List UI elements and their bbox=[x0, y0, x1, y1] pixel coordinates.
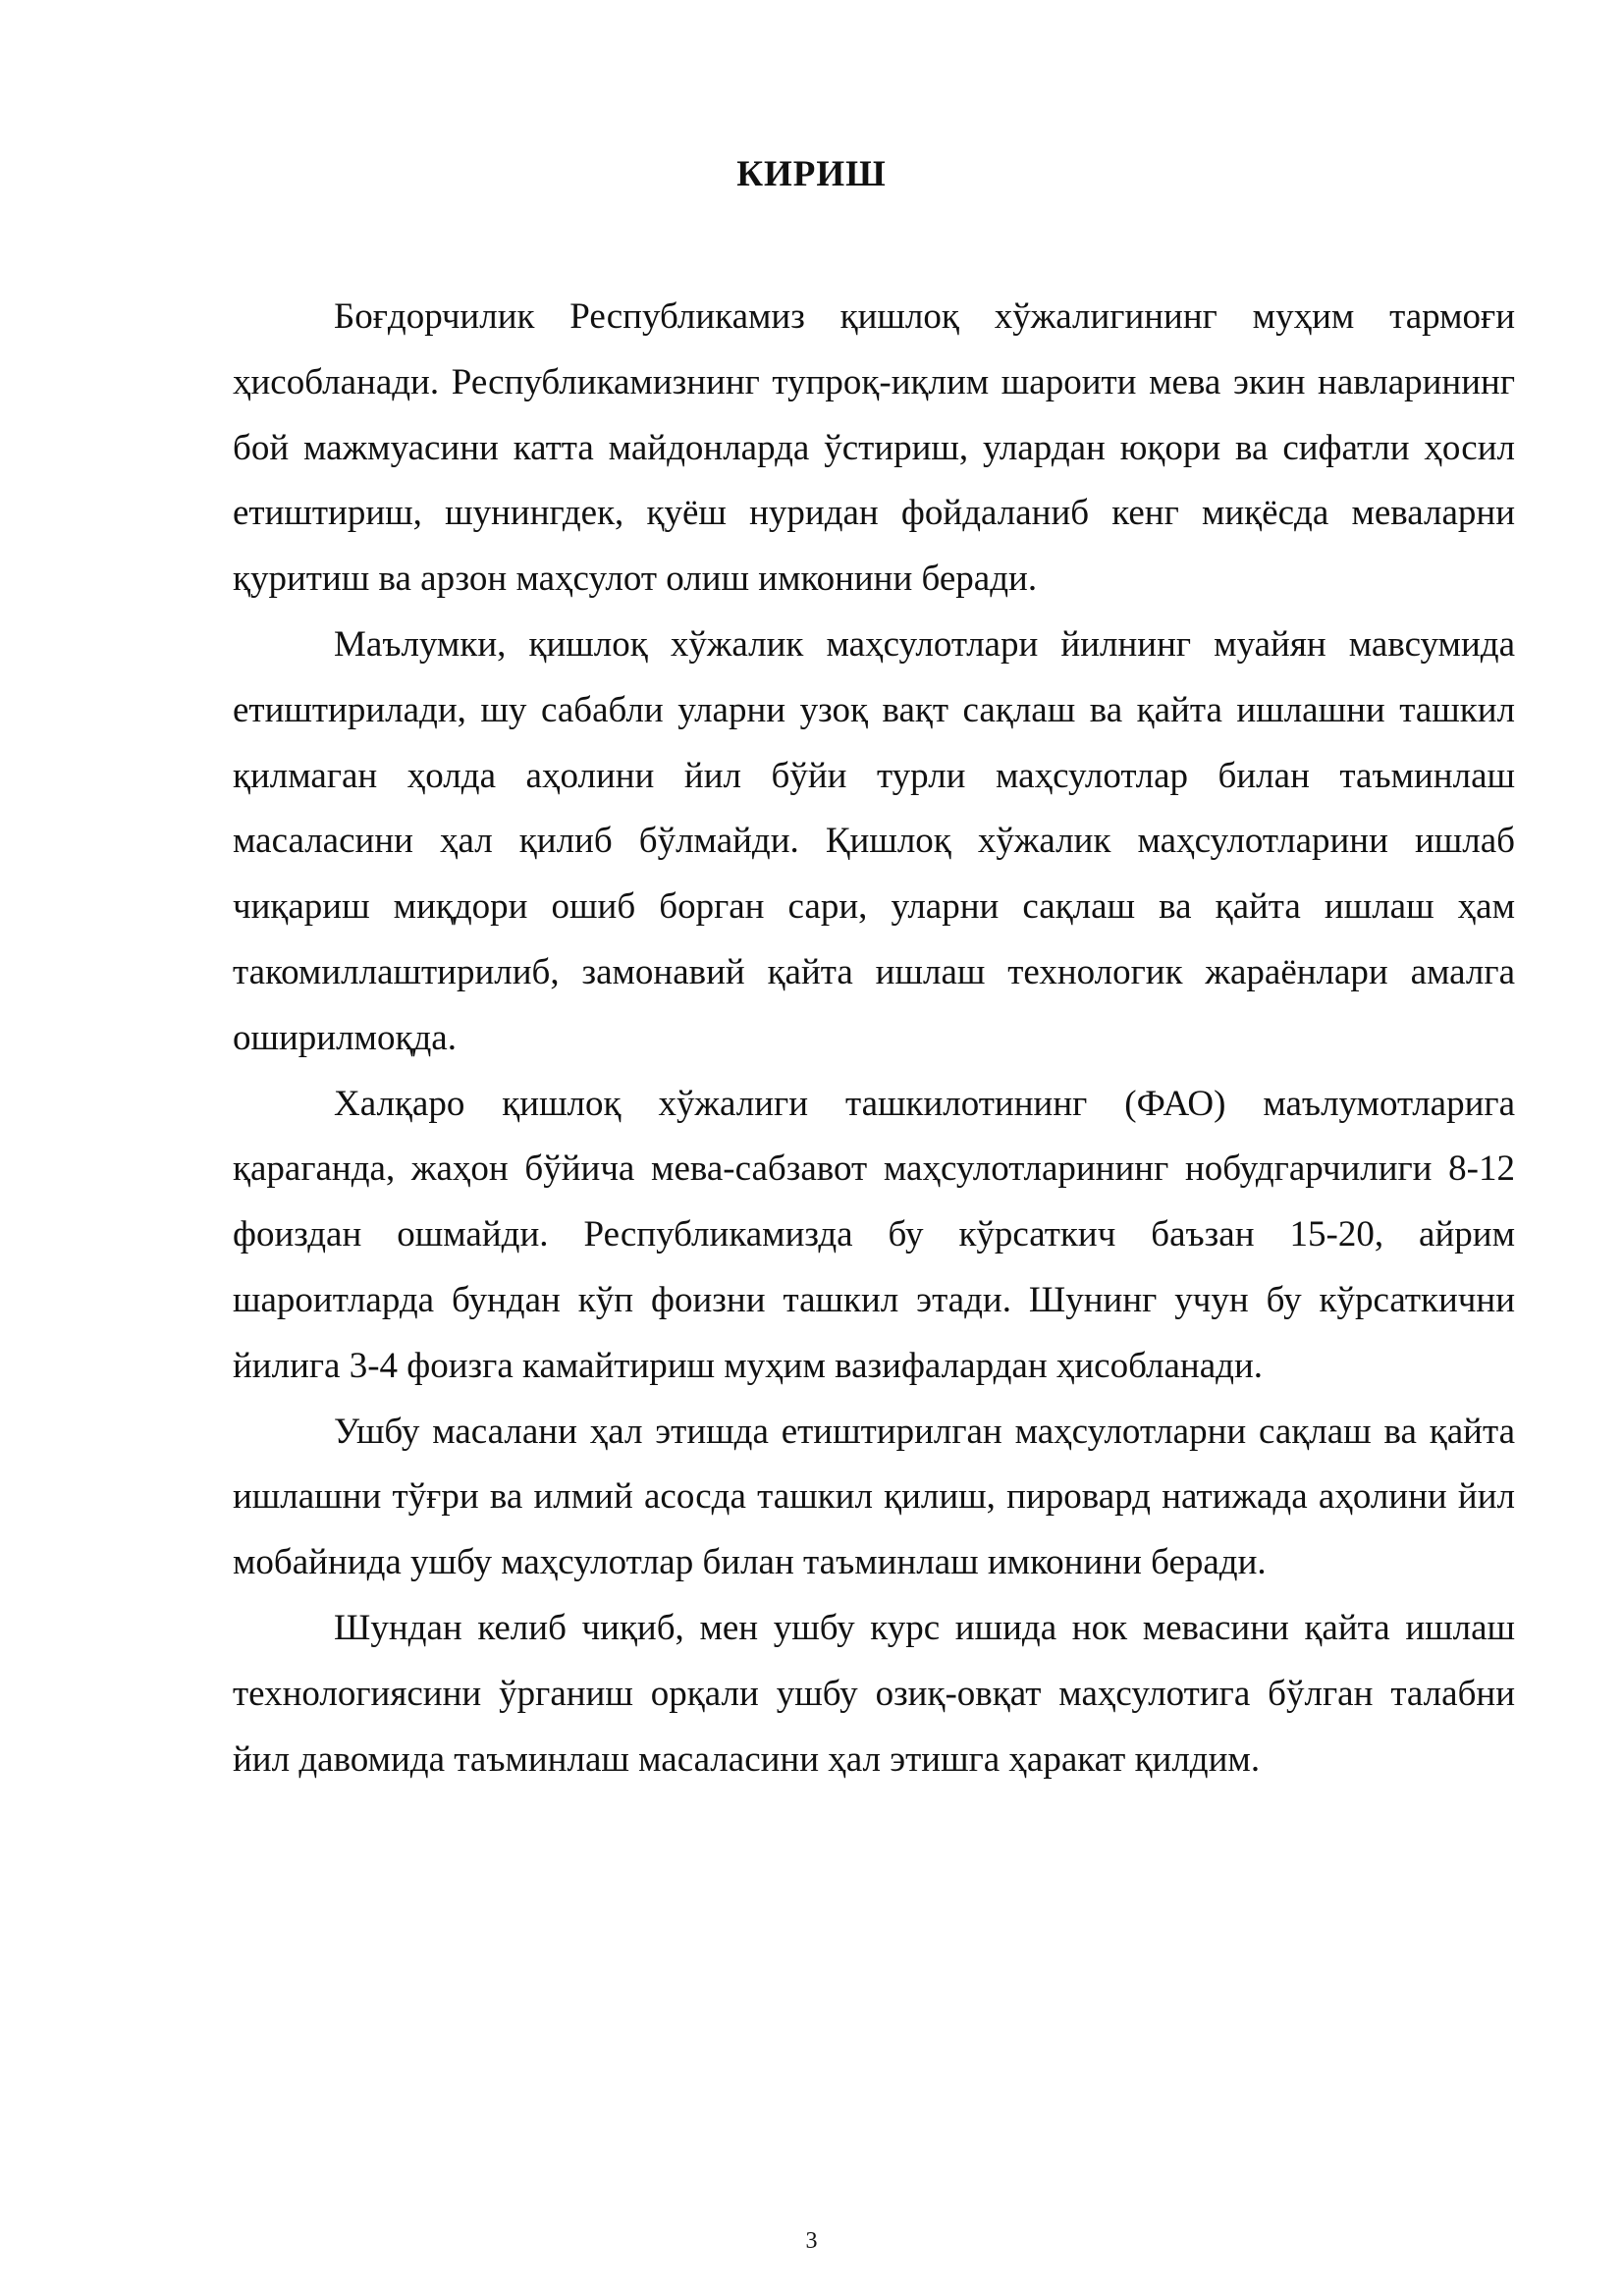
paragraph-3: Халқаро қишлоқ хўжалиги ташкилотининг (ФАО) маълумотларига қараганда, жаҳон бўйича мева-сабзавот маҳсулотларининг нобудгарчилиги 8-12 фоиздан ошмайди. Республикамизда бу кўрсаткич баъзан 15-20, айрим шароитларда бундан кўп фоизни ташкил этади. Шунинг учун бу кўрсаткични йилига 3-4 фоизга камайтириш муҳим вазифалардан ҳисобланади. bbox=[233, 1083, 1515, 1386]
paragraph-5: Шундан келиб чиқиб, мен ушбу курс ишида нок мевасини қайта ишлаш технологиясини ўрганиш орқали ушбу озиқ-овқат маҳсулотига бўлган талабни йил давомида таъминлаш масаласини ҳал этишга ҳаракат қилдим. bbox=[233, 1607, 1515, 1780]
body-text bbox=[233, 285, 1515, 1792]
page-number: 3 bbox=[805, 2228, 818, 2254]
page-title: КИРИШ bbox=[736, 154, 887, 194]
paragraph-1: Боғдорчилик Республикамиз қишлоқ хўжалигининг муҳим тармоғи ҳисобланади. Республикамизнинг тупроқ-иқлим шароити мева экин навларининг бой мажмуасини катта майдонларда ўстириш, улардан юқори ва сифатли ҳосил етиштириш, шунингдек, қуёш нуридан фойдаланиб кенг миқёсда меваларни қуритиш ва арзон маҳсулот олиш имконини беради. bbox=[233, 296, 1515, 600]
paragraph-2: Маълумки, қишлоқ хўжалик маҳсулотлари йилнинг муайян мавсумида етиштирилади, шу сабабли уларни узоқ вақт сақлаш ва қайта ишлашни ташкил қилмаган ҳолда аҳолини йил бўйи турли маҳсулотлар билан таъминлаш масаласини ҳал қилиб бўлмайди. Қишлоқ хўжалик маҳсулотларини ишлаб чиқариш миқдори ошиб борган сари, уларни сақлаш ва қайта ишлаш ҳам такомиллаштирилиб, замонавий қайта ишлаш технологик жараёнлари амалга оширилмоқда. bbox=[233, 623, 1515, 1058]
paragraph-4: Ушбу масалани ҳал этишда етиштирилган маҳсулотларни сақлаш ва қайта ишлашни тўғри ва илмий асосда ташкил қилиш, пировард натижада аҳолини йил мобайнида ушбу маҳсулотлар билан таъминлаш имконини беради. bbox=[233, 1411, 1515, 1583]
